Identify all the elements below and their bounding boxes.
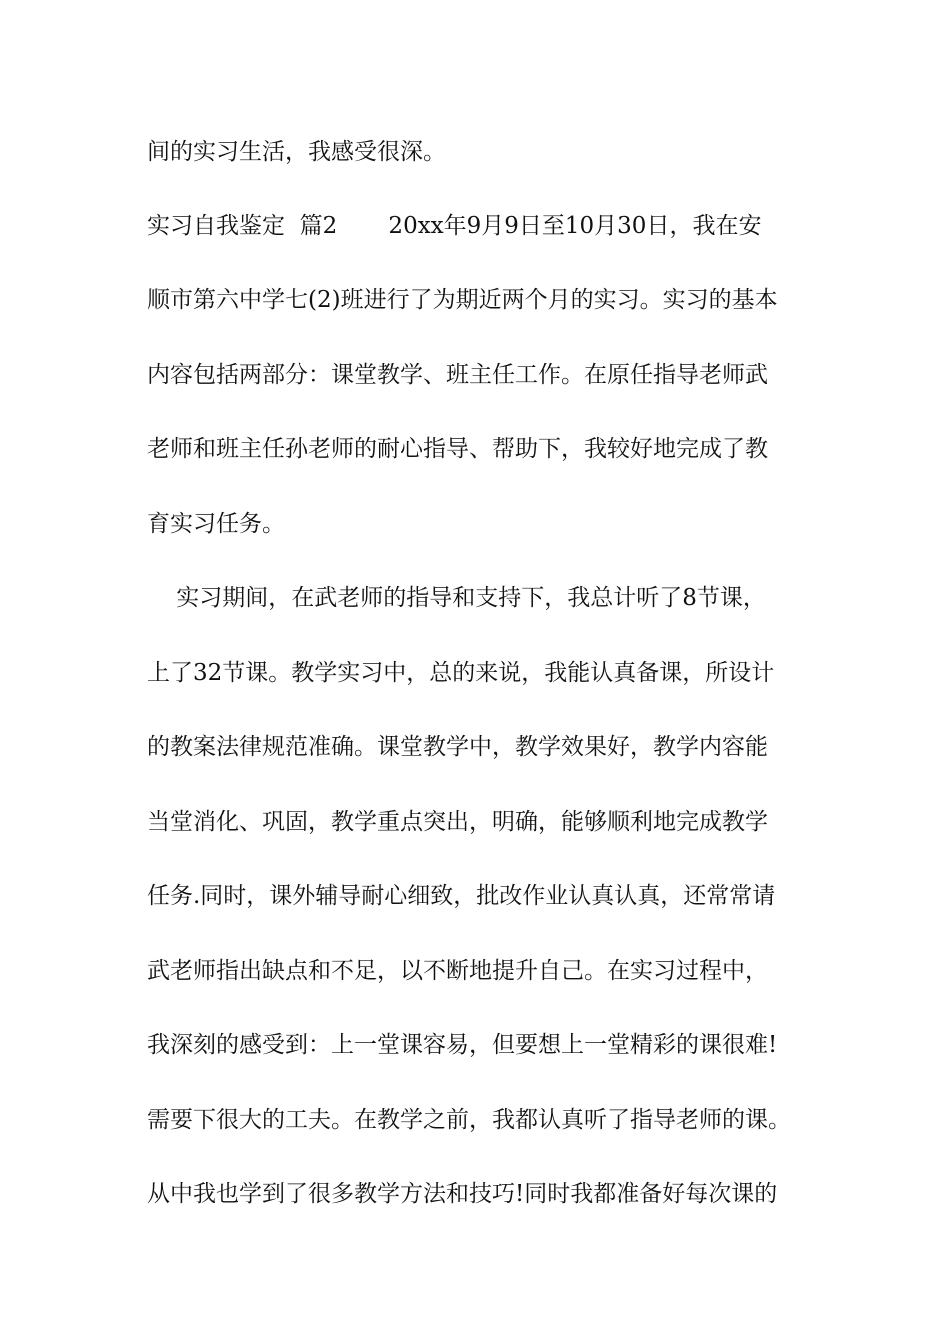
text-line: 实习自我鉴定 篇2 20xx年9月9日至10月30日，我在安 bbox=[147, 213, 762, 239]
text-line: 的教案法律规范准确。课堂教学中，教学效果好，教学内容能 bbox=[147, 734, 768, 760]
text-line: 需要下很大的工夫。在教学之前，我都认真听了指导老师的课。 bbox=[147, 1107, 791, 1133]
text-line: 老师和班主任孙老师的耐心指导、帮助下，我较好地完成了教 bbox=[147, 436, 768, 462]
text-line: 间的实习生活，我感受很深。 bbox=[147, 139, 446, 165]
text-line: 我深刻的感受到：上一堂课容易，但要想上一堂精彩的课很难! bbox=[147, 1032, 778, 1058]
text-line: 当堂消化、巩固，教学重点突出，明确，能够顺利地完成教学 bbox=[147, 809, 768, 835]
text-line: 武老师指出缺点和不足，以不断地提升自己。在实习过程中， bbox=[147, 958, 768, 984]
text-line: 育实习任务。 bbox=[147, 511, 285, 537]
text-line: 任务.同时，课外辅导耐心细致，批改作业认真认真，还常常请 bbox=[147, 883, 776, 909]
text-line: 上了32节课。教学实习中，总的来说，我能认真备课，所设计 bbox=[147, 660, 775, 686]
text-line: 内容包括两部分：课堂教学、班主任工作。在原任指导老师武 bbox=[147, 362, 768, 388]
text-line: 实习期间，在武老师的指导和支持下，我总计听了8节课， bbox=[147, 585, 766, 611]
text-line: 顺市第六中学七(2)班进行了为期近两个月的实习。实习的基本 bbox=[147, 287, 778, 313]
text-line: 从中我也学到了很多教学方法和技巧!同时我都准备好每次课的 bbox=[147, 1181, 778, 1207]
